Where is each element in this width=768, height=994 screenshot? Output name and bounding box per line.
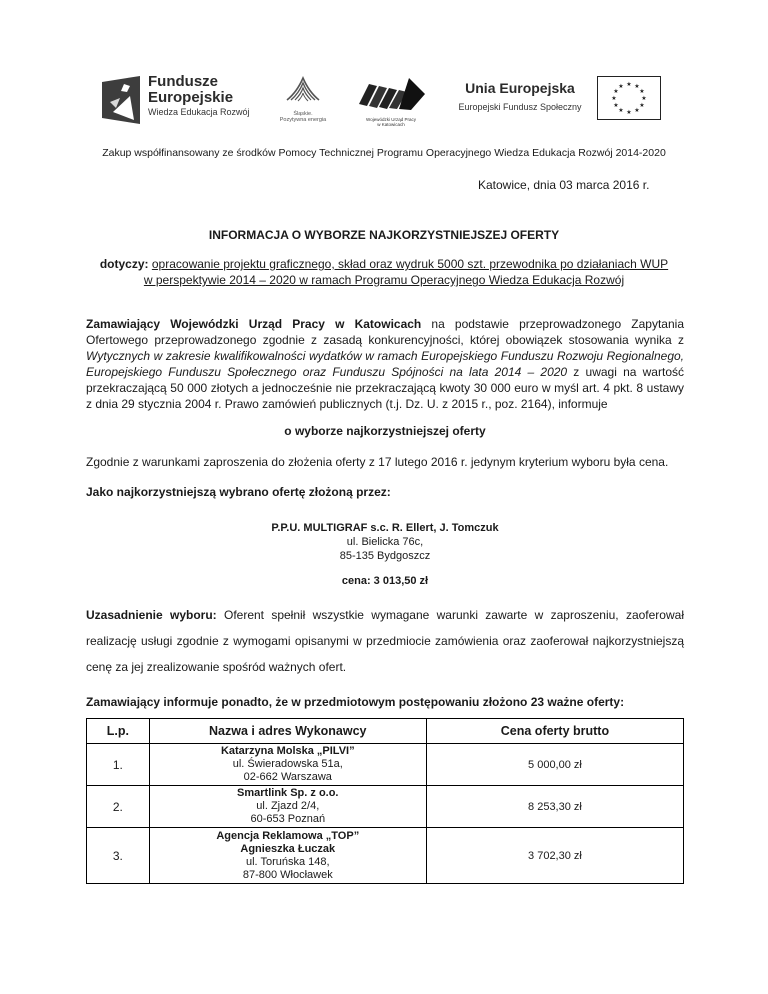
offer-price: 5 000,00 zł [426, 744, 683, 786]
svg-text:★: ★ [634, 107, 640, 114]
wup-logo-line2: w Katowicach [377, 122, 405, 127]
offers-table [86, 718, 684, 884]
col-header-contractor: Nazwa i adres Wykonawcy [149, 719, 426, 744]
contractor-street: ul. Świeradowska 51a, [232, 758, 343, 770]
contractor-name: Katarzyna Molska „PILVI” [220, 745, 355, 757]
winner-street: ul. Bielicka 76c, [346, 536, 424, 548]
winner-block [86, 521, 684, 588]
svg-text:★: ★ [618, 83, 624, 90]
ue-logo-line1: Unia Europejska [465, 80, 575, 96]
justification-text: Oferent spełnił wszystkie wymagane warunki zawarte w zaproszeniu, zaoferował realizację usługi zgodnie z wymogami opisanymi w przedmiocie zamówienia oraz zaoferował najkorzystniejszą cenę za jej zrealizowanie spośród ważnych ofert. [86, 608, 684, 674]
contractor-cell [149, 786, 426, 828]
svg-text:★: ★ [626, 81, 632, 88]
svg-text:★: ★ [626, 109, 632, 116]
place-date: Katowice, dnia 03 marca 2016 r. [478, 178, 650, 192]
offers-heading: Zamawiający informuje ponadto, że w przedmiotowym postępowaniu złożono 23 ważne oferty: [86, 695, 625, 709]
winner-city: 85-135 Bydgoszcz [339, 550, 431, 562]
table-header-row [87, 719, 684, 744]
chosen-offer-heading: Jako najkorzystniejszą wybrano ofertę złożoną przez: [86, 485, 391, 499]
svg-text:★: ★ [618, 107, 624, 114]
table-row [87, 744, 684, 786]
row-number: 1. [87, 744, 150, 786]
contractor-cell [149, 744, 426, 786]
svg-text:★: ★ [613, 88, 619, 95]
subject-line2: w perspektywie 2014 – 2020 w ramach Programu Operacyjnego Wiedza Edukacja Rozwój [143, 273, 625, 287]
intro-text-2: z uwagi na wartość przekraczającą 50 000 złotych a jednocześnie nie przekraczającą kwoty 30 000 euro w myśl art. 4 pkt. 8 ustawy z dnia 29 stycznia 2004 r. Prawo zamówień publicznych (t.j. Dz. U. z 2015 r., poz. 2164), informuje [86, 365, 684, 411]
wup-logo-line1: Wojewódzki Urząd Pracy [366, 117, 416, 122]
row-number: 2. [87, 786, 150, 828]
fe-star-icon [100, 76, 142, 124]
offer-price: 3 702,30 zł [426, 828, 683, 884]
eu-flag-icon [597, 76, 661, 120]
svg-text:★: ★ [613, 102, 619, 109]
contractor-cell [149, 828, 426, 884]
guidelines-title: Wytycznych w zakresie kwalifikowalności wydatków w ramach Europejskiego Funduszu Rozwoju Regionalnego, Europejskiego Funduszu Społecznego oraz Funduszu Spójności na lata 2014 – 2020 [86, 349, 684, 379]
unia-europejska-logo [455, 76, 665, 126]
col-header-lp: L.p. [87, 719, 150, 744]
contractor-name: Smartlink Sp. z o.o. [237, 787, 339, 799]
criterion-text: Zgodnie z warunkami zaproszenia do złożenia oferty z 17 lutego 2016 r. jedynym kryterium wyboru była cena. [86, 455, 669, 469]
contractor-city: 87-800 Włocławek [242, 868, 333, 881]
justification-paragraph [86, 602, 684, 680]
contractor-name: Agencja Reklamowa „TOP” [216, 829, 360, 842]
table-row [87, 828, 684, 884]
table-row [87, 786, 684, 828]
subject-block [60, 256, 708, 288]
svg-text:★: ★ [639, 102, 645, 109]
ue-logo-line2: Europejski Fundusz Społeczny [458, 102, 582, 112]
contractor-city: 60-653 Poznań [250, 813, 326, 825]
contractor-street: ul. Zjazd 2/4, [256, 800, 320, 812]
svg-text:★: ★ [639, 88, 645, 95]
slaskie-logo-line2: Pozytywna energia [279, 117, 327, 123]
svg-text:★: ★ [634, 83, 640, 90]
fundusze-europejskie-logo [100, 74, 270, 130]
logo-bar [0, 60, 768, 135]
subject-label: dotyczy: [99, 257, 149, 271]
wup-arrow-icon [355, 74, 427, 112]
col-header-price: Cena oferty brutto [426, 719, 683, 744]
intro-text-1: na podstawie przeprowadzonego Zapytania Ofertowego przeprowadzonego zgodnie z zasadą konkurencyjności, której obowiązek stosowania wynika z [86, 317, 684, 347]
wup-katowice-logo [352, 74, 430, 136]
cofinancing-note: Zakup współfinansowany ze środków Pomocy Technicznej Programu Operacyjnego Wiedza Edukacja Rozwój 2014-2020 [102, 147, 666, 159]
fe-logo-line1: Fundusze [148, 73, 218, 90]
intro-paragraph [86, 316, 684, 412]
fe-logo-line2: Europejskie [148, 89, 234, 106]
orderer-name: Zamawiający Wojewódzki Urząd Pracy w Katowicach [86, 317, 422, 331]
row-number: 3. [87, 828, 150, 884]
subheading: o wyborze najkorzystniejszej oferty [284, 424, 486, 438]
slaskie-logo-line1: Śląskie. [293, 111, 313, 117]
contractor-street: ul. Toruńska 148, [245, 855, 330, 868]
document-title: INFORMACJA O WYBORZE NAJKORZYSTNIEJSZEJ OFERTY [208, 228, 560, 242]
fe-logo-line3: Wiedza Edukacja Rozwój [148, 107, 250, 117]
offer-price: 8 253,30 zł [426, 786, 683, 828]
svg-text:★: ★ [611, 95, 617, 102]
subject-line1: opracowanie projektu graficznego, skład oraz wydruk 5000 szt. przewodnika po działaniach WUP [151, 257, 669, 271]
contractor-name-2: Agnieszka Łuczak [240, 842, 336, 855]
winner-name: P.P.U. MULTIGRAF s.c. R. Ellert, J. Tomczuk [271, 522, 499, 534]
contractor-city: 02-662 Warszawa [243, 771, 332, 783]
svg-text:★: ★ [641, 95, 647, 102]
slaskie-logo [268, 72, 338, 132]
winner-price: cena: 3 013,50 zł [341, 575, 429, 587]
justification-label: Uzasadnienie wyboru: [86, 608, 217, 622]
slaskie-wave-icon [283, 72, 323, 106]
